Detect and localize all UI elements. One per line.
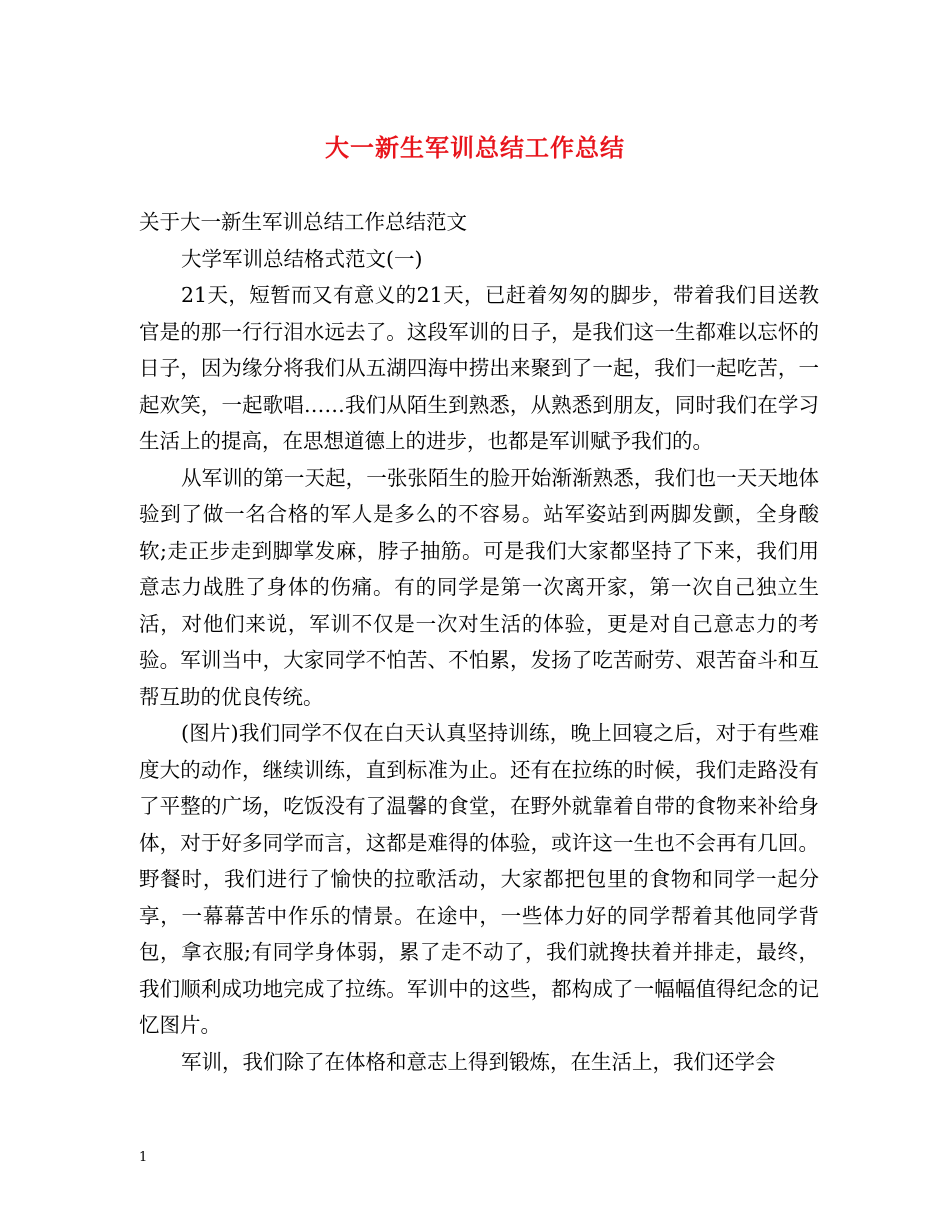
section-heading: 大学军训总结格式范文(一) bbox=[181, 246, 423, 271]
document-body bbox=[139, 204, 819, 1080]
body-paragraph: (图片)我们同学不仅在白天认真坚持训练，晚上回寝之后，对于有些难度大的动作，继续训练，直到标准为止。还有在拉练的时候，我们走路没有了平整的广场，吃饭没有了温馨的食堂，在野外就靠着自带的食物来补给身体，对于好多同学而言，这都是难得的体验，或许这一生也不会再有几回。野餐时，我们进行了愉快的拉歌活动，大家都把包里的食物和同学一起分享，一幕幕苦中作乐的情景。在途中，一些体力好的同学帮着其他同学背包，拿衣服;有同学身体弱，累了走不动了，我们就搀扶着并排走，最终，我们顺利成功地完成了拉练。军训中的这些，都构成了一幅幅值得纪念的记忆图片。 bbox=[139, 721, 819, 1037]
body-paragraph: 21天，短暂而又有意义的21天，已赶着匆匆的脚步，带着我们目送教官是的那一行行泪水远去了。这段军训的日子，是我们这一生都难以忘怀的日子，因为缘分将我们从五湖四海中捞出来聚到了一起，我们一起吃苦，一起欢笑，一起歌唱……我们从陌生到熟悉，从熟悉到朋友，同时我们在学习生活上的提高，在思想道德上的进步，也都是军训赋予我们的。 bbox=[139, 283, 819, 453]
page-number: 1 bbox=[139, 1150, 148, 1165]
body-paragraph: 军训，我们除了在体格和意志上得到锻炼，在生活上，我们还学会 bbox=[181, 1049, 776, 1074]
document-title: 大一新生军训总结工作总结 bbox=[325, 133, 625, 162]
subtitle-paragraph: 关于大一新生军训总结工作总结范文 bbox=[139, 210, 467, 234]
body-paragraph: 从军训的第一天起，一张张陌生的脸开始渐渐熟悉，我们也一天天地体验到了做一名合格的军人是多么的不容易。站军姿站到两脚发颤，全身酸软;走正步走到脚掌发麻，脖子抽筋。可是我们大家都坚持了下来，我们用意志力战胜了身体的伤痛。有的同学是第一次离开家，第一次自己独立生活，对他们来说，军训不仅是一次对生活的体验，更是对自己意志力的考验。军训当中，大家同学不怕苦、不怕累，发扬了吃苦耐劳、艰苦奋斗和互帮互助的优良传统。 bbox=[139, 465, 819, 709]
